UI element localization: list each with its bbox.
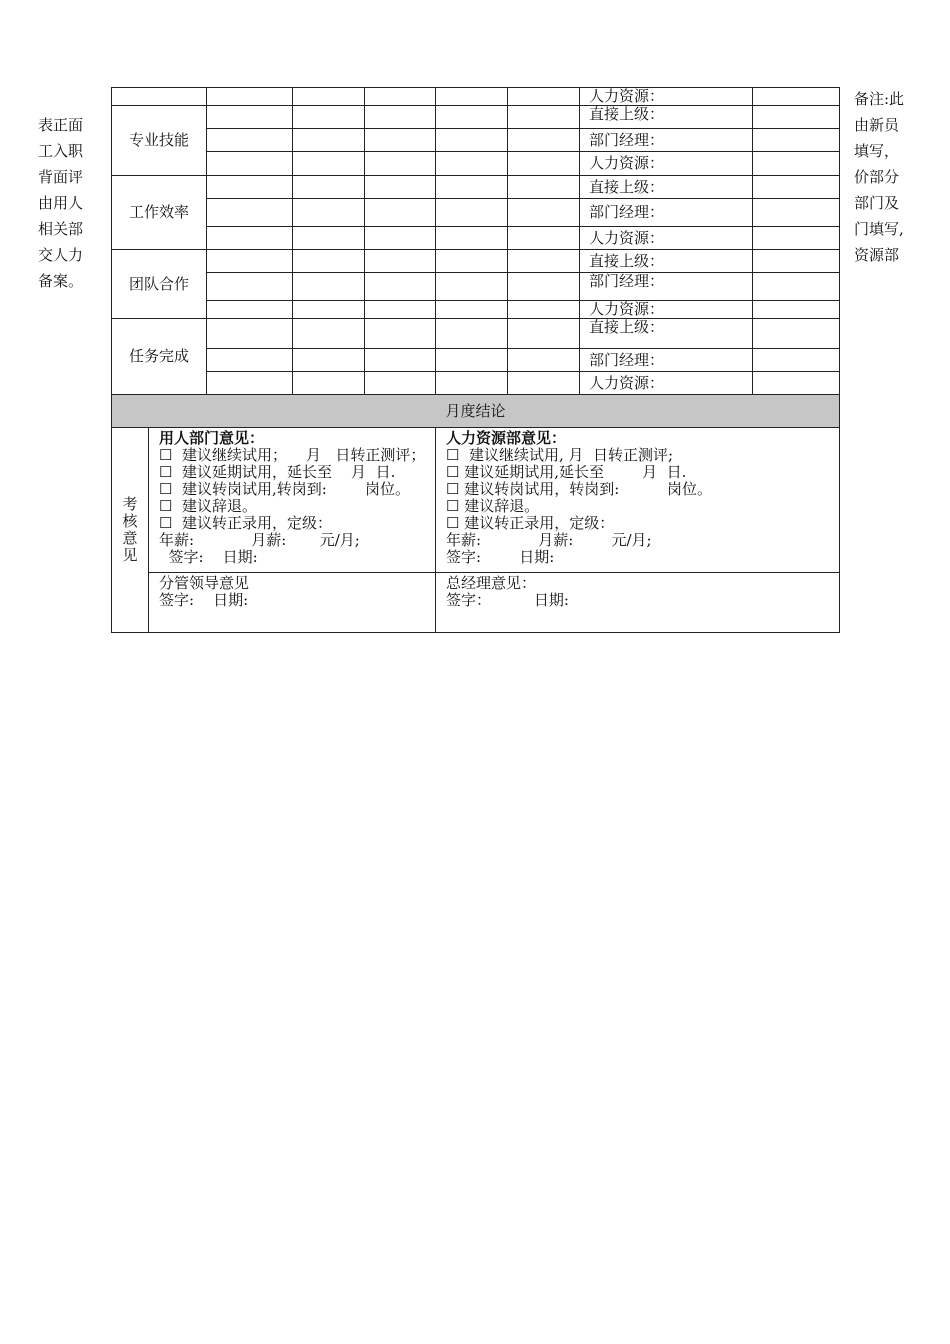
evaluation-table [111,87,840,633]
hr-opinion-heading: 人力资源部意见： [446,429,567,447]
score-cell[interactable] [436,301,508,319]
score-cell[interactable] [436,319,508,349]
assessment-label: 考 核 意 见 [112,428,149,633]
salary-line: 年薪: 月薪: 元/月; [446,531,652,549]
score-cell[interactable] [207,152,293,176]
score-cell[interactable] [508,227,580,250]
left-note-line: 交人力 [38,246,84,264]
score-cell[interactable] [207,176,293,199]
left-note-line: 备案。 [38,272,84,290]
signature-cell[interactable] [753,349,840,372]
signature-cell[interactable] [753,106,840,129]
option-transfer-trial[interactable]: ☐ 建议转岗试用,转岗到: 岗位。 [159,480,410,498]
category-efficiency: 工作效率 [112,176,207,250]
salary-line: 年薪: 月薪: 元/月; [159,531,360,549]
score-cell[interactable] [508,129,580,152]
score-cell[interactable] [293,273,365,301]
gm-sign-line: 签字： 日期: [446,591,569,609]
score-cell[interactable] [436,349,508,372]
signature-cell[interactable] [753,152,840,176]
score-cell[interactable] [508,88,580,106]
right-note-line: 价部分 [854,168,900,186]
score-cell[interactable] [207,273,293,301]
score-cell[interactable] [207,227,293,250]
sign-date-line: 签字: 日期: [446,548,555,566]
score-cell[interactable] [508,152,580,176]
score-cell[interactable] [293,227,365,250]
option-dismiss[interactable]: ☐ 建议辞退。 [159,497,257,515]
score-cell[interactable] [365,152,436,176]
signature-cell[interactable] [753,176,840,199]
signature-cell[interactable] [753,88,840,106]
role-direct: 直接上级： [580,319,753,349]
right-note-line: 由新员 [854,116,900,134]
score-cell[interactable] [293,106,365,129]
role-direct: 直接上级： [580,176,753,199]
score-cell[interactable] [365,129,436,152]
signature-cell[interactable] [753,129,840,152]
score-cell[interactable] [436,176,508,199]
score-cell[interactable] [293,129,365,152]
score-cell[interactable] [293,152,365,176]
score-cell[interactable] [365,88,436,106]
option-confirm-hire[interactable]: ☐ 建议转正录用，定级： [446,514,615,532]
score-cell[interactable] [508,106,580,129]
left-note-line: 工入职 [38,142,84,160]
gm-opinion-cell[interactable] [436,573,840,633]
score-cell[interactable] [293,199,365,227]
right-note-line: 部门及 [854,194,900,212]
score-cell[interactable] [436,372,508,395]
score-cell[interactable] [508,349,580,372]
left-note-line: 相关部 [38,220,84,238]
signature-cell[interactable] [753,250,840,273]
score-cell[interactable] [365,301,436,319]
score-cell[interactable] [293,372,365,395]
category-cell [112,88,207,106]
score-cell[interactable] [436,199,508,227]
score-cell[interactable] [207,88,293,106]
right-note-line: 门填写, [854,220,904,238]
role-dept: 部门经理： [580,199,753,227]
left-side-note [38,112,92,294]
conclusion-header: 月度结论 [112,395,840,428]
role-direct: 直接上级： [580,250,753,273]
role-direct: 直接上级： [580,106,753,129]
score-cell[interactable] [207,319,293,349]
score-cell[interactable] [293,349,365,372]
category-team: 团队合作 [112,250,207,319]
score-cell[interactable] [508,301,580,319]
option-dismiss[interactable]: ☐ 建议辞退。 [446,497,540,515]
role-dept: 部门经理： [580,349,753,372]
left-note-line: 表正面 [38,116,84,134]
right-note-line: 填写， [854,142,900,160]
score-cell[interactable] [436,250,508,273]
score-cell[interactable] [207,129,293,152]
score-cell[interactable] [508,319,580,349]
score-cell[interactable] [293,250,365,273]
score-cell[interactable] [436,227,508,250]
score-cell[interactable] [365,372,436,395]
signature-cell[interactable] [753,199,840,227]
score-cell[interactable] [436,152,508,176]
option-continue-trial[interactable]: ☐ 建议继续试用, 月 日转正测评; [446,446,674,464]
score-cell[interactable] [365,273,436,301]
role-hr: 人力资源： [580,301,753,319]
score-cell[interactable] [508,273,580,301]
score-cell[interactable] [436,273,508,301]
score-cell[interactable] [365,176,436,199]
score-cell[interactable] [365,199,436,227]
right-side-note [854,86,908,268]
signature-cell[interactable] [753,273,840,301]
left-note-line: 由用人 [38,194,84,212]
role-hr: 人力资源： [580,372,753,395]
leader-opinion-heading: 分管领导意见 [159,574,250,592]
option-confirm-hire[interactable]: ☐ 建议转正录用，定级： [159,514,332,532]
left-note-line: 背面评 [38,168,84,186]
score-cell[interactable] [436,88,508,106]
category-skill: 专业技能 [112,106,207,176]
score-cell[interactable] [293,88,365,106]
role-hr: 人力资源： [580,88,753,106]
score-cell[interactable] [293,176,365,199]
score-cell[interactable] [207,349,293,372]
leader-sign-line: 签字: 日期: [159,591,249,609]
score-cell[interactable] [365,349,436,372]
hr-opinion-cell[interactable] [436,428,840,573]
option-extend-trial[interactable]: ☐ 建议延期试用,延长至 月 日. [446,463,687,481]
gm-opinion-heading: 总经理意见： [446,574,537,592]
sign-date-line: 签字: 日期: [159,548,258,566]
score-cell[interactable] [508,176,580,199]
score-cell[interactable] [508,372,580,395]
score-cell[interactable] [365,250,436,273]
score-cell[interactable] [207,199,293,227]
signature-cell[interactable] [753,227,840,250]
right-note-line: 资源部 [854,246,900,264]
leader-opinion-cell[interactable] [149,573,436,633]
score-cell[interactable] [508,199,580,227]
score-cell[interactable] [207,372,293,395]
score-cell[interactable] [508,250,580,273]
role-hr: 人力资源： [580,152,753,176]
score-cell[interactable] [207,106,293,129]
role-dept: 部门经理： [580,129,753,152]
score-cell[interactable] [293,319,365,349]
dept-opinion-heading: 用人部门意见： [159,429,265,447]
option-transfer-trial[interactable]: ☐ 建议转岗试用，转岗到: 岗位。 [446,480,712,498]
score-cell[interactable] [436,106,508,129]
score-cell[interactable] [293,301,365,319]
score-cell[interactable] [365,227,436,250]
dept-opinion-cell[interactable] [149,428,436,573]
role-hr: 人力资源： [580,227,753,250]
signature-cell[interactable] [753,319,840,349]
signature-cell[interactable] [753,372,840,395]
signature-cell[interactable] [753,301,840,319]
option-continue-trial[interactable]: ☐ 建议继续试用； 月 日转正测评； [159,446,426,464]
score-cell[interactable] [365,319,436,349]
score-cell[interactable] [207,250,293,273]
score-cell[interactable] [365,106,436,129]
right-note-line: 备注:此 [854,90,905,108]
score-cell[interactable] [207,301,293,319]
score-cell[interactable] [436,129,508,152]
role-dept: 部门经理： [580,273,753,301]
option-extend-trial[interactable]: ☐ 建议延期试用，延长至 月 日. [159,463,396,481]
category-task: 任务完成 [112,319,207,395]
